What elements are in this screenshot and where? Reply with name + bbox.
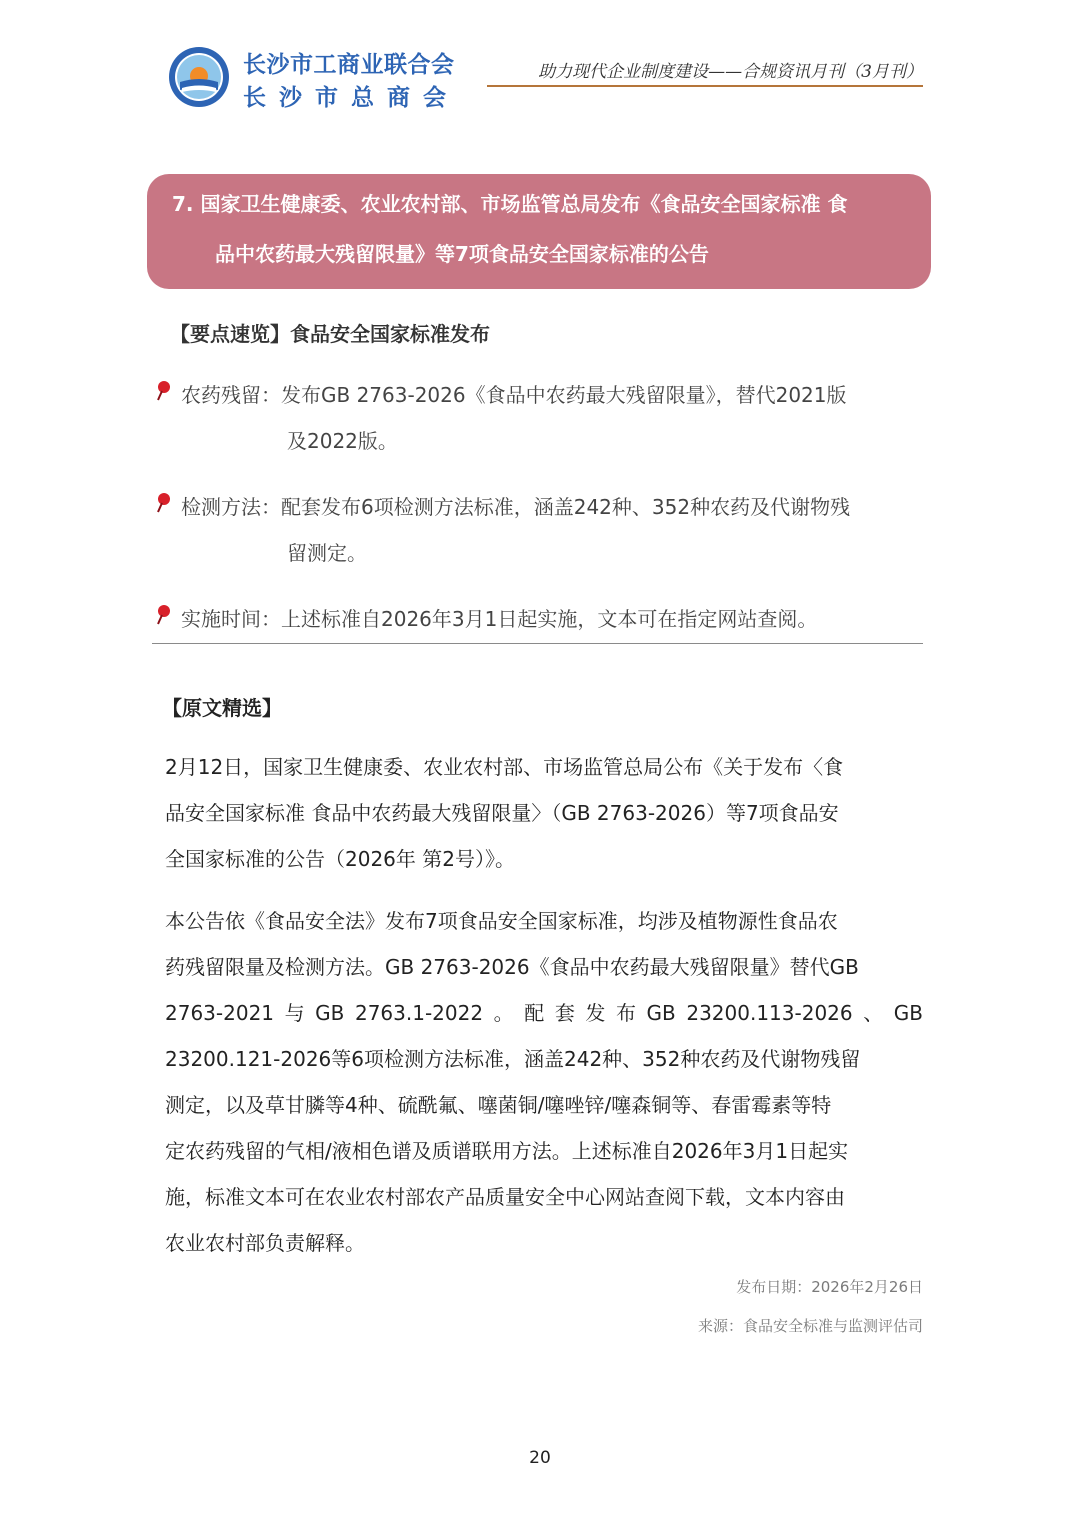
- paragraph-line: 品安全国家标准 食品中农药最大残留限量〉（GB 2763-2026）等7项食品安: [165, 801, 839, 825]
- keypoint-text: 发布GB 2763-2026《食品中农药最大残留限量》，替代2021版: [281, 383, 847, 407]
- section-title-line1: 7. 国家卫生健康委、农业农村部、市场监管总局发布《食品安全国家标准 食: [172, 192, 848, 216]
- section-divider: [152, 643, 923, 644]
- org-name-line1: 长沙市工商业联合会: [243, 52, 455, 78]
- paragraph-line: 施，标准文本可在农业农村部农产品质量安全中心网站查阅下载，文本内容由: [165, 1185, 845, 1209]
- keypoint-text: 配套发布6项检测方法标准，涵盖242种、352种农药及代谢物残: [281, 495, 851, 519]
- chamber-logo: [168, 46, 230, 108]
- publish-date: 发布日期：2026年2月26日: [736, 1278, 923, 1296]
- publication-title: 助力现代企业制度建设——合规资讯月刊（3月刊）: [538, 62, 923, 82]
- paragraph-line: 全国家标准的公告（2026年 第2号）》。: [165, 847, 515, 871]
- paragraph-line-justified: 2763-2021 与 GB 2763.1-2022 。 配 套 发 布 GB 23200.113-2026 、 GB: [165, 1001, 923, 1025]
- keypoints-heading: 【要点速览】食品安全国家标准发布: [170, 322, 490, 346]
- paragraph-2: [165, 898, 923, 1266]
- paragraph-1: [165, 744, 843, 882]
- section-title-line2: 品中农药最大残留限量》等7项食品安全国家标准的公告: [215, 242, 709, 266]
- header-rule: [487, 85, 923, 87]
- red-pushpin-icon: [155, 380, 171, 404]
- paragraph-line: 本公告依《食品安全法》发布7项食品安全国家标准，均涉及植物源性食品农: [165, 909, 838, 933]
- keypoint-text-continued: 及2022版。: [287, 429, 398, 453]
- original-text-heading: 【原文精选】: [162, 696, 282, 720]
- keypoint-text-continued: 留测定。: [287, 541, 367, 565]
- paragraph-line: 2月12日，国家卫生健康委、农业农村部、市场监管总局公布《关于发布〈食: [165, 755, 844, 779]
- paragraph-line: 农业农村部负责解释。: [165, 1231, 365, 1255]
- red-pushpin-icon: [155, 604, 171, 628]
- org-name-line2: 长沙市总商会: [243, 85, 459, 111]
- keypoint-label: 检测方法：: [181, 495, 281, 519]
- paragraph-line: 23200.121-2026等6项检测方法标准，涵盖242种、352种农药及代谢物残留: [165, 1047, 861, 1071]
- keypoint-label: 农药残留：: [181, 383, 281, 407]
- keypoint-text: 上述标准自2026年3月1日起实施，文本可在指定网站查阅。: [281, 607, 818, 631]
- red-pushpin-icon: [155, 492, 171, 516]
- page-number: 20: [529, 1448, 551, 1468]
- paragraph-line: 测定，以及草甘膦等4种、硫酰氟、噻菌铜/噻唑锌/噻森铜等、春雷霉素等特: [165, 1093, 832, 1117]
- source-line: 来源：食品安全标准与监测评估司: [697, 1317, 923, 1335]
- paragraph-line: 定农药残留的气相/液相色谱及质谱联用方法。上述标准自2026年3月1日起实: [165, 1139, 849, 1163]
- paragraph-line: 药残留限量及检测方法。GB 2763-2026《食品中农药最大残留限量》替代GB: [165, 955, 859, 979]
- keypoint-label: 实施时间：: [181, 607, 281, 631]
- section-title-band: [147, 174, 931, 289]
